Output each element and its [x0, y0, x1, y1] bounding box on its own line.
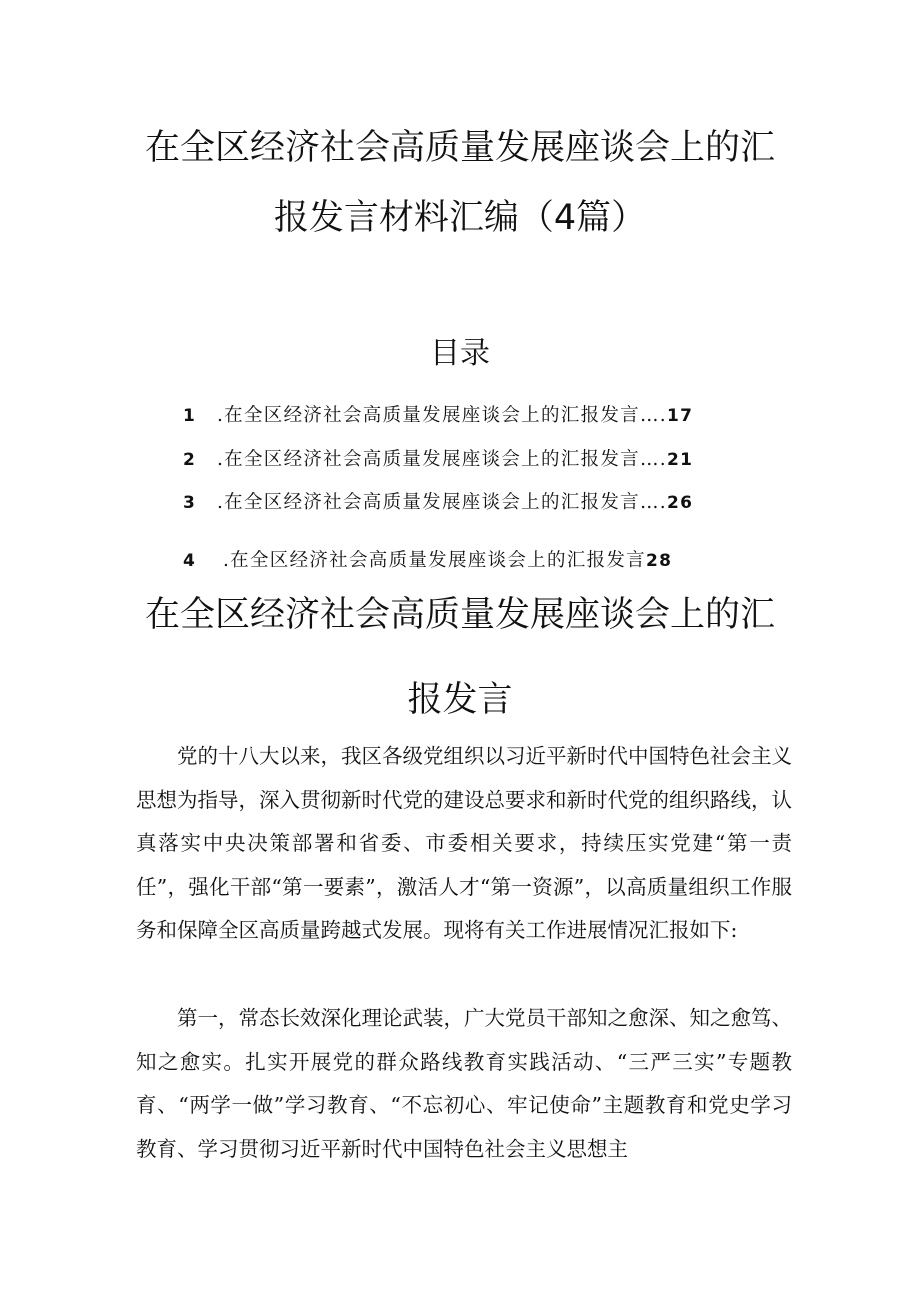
section-title-line-2: 报发言 [407, 680, 513, 720]
body-paragraph: 第一，常态长效深化理论武装，广大党员干部知之愈深、知之愈笃、知之愈实。扎实开展党的群众路线教育实践活动、“三严三实”专题教育、“两学一做”学习教育、“不忘初心、牢记使命”主题教育和党史学习教育、学习贯彻习近平新时代中国特色社会主义思想主 [136, 1006, 792, 1161]
toc-item[interactable] [183, 403, 693, 429]
toc-item[interactable] [183, 447, 693, 473]
document-title-line-1: 在全区经济社会高质量发展座谈会上的汇 [144, 128, 775, 168]
toc-item-text: .在全区经济社会高质量发展座谈会上的汇报发言…. [217, 492, 667, 513]
toc-item-page: 28 [645, 551, 673, 571]
toc-item-text: .在全区经济社会高质量发展座谈会上的汇报发言…. [217, 449, 667, 470]
toc-item-page: 26 [666, 493, 694, 513]
body-paragraph: 党的十八大以来，我区各级党组织以习近平新时代中国特色社会主义思想为指导，深入贯彻新时代党的建设总要求和新时代党的组织路线，认真落实中央决策部署和省委、市委相关要求，持续压实党建“第一责任”，强化干部“第一要素”，激活人才“第一资源”，以高质量组织工作服务和保障全区高质量跨越式发展。现将有关工作进展情况汇报如下: [136, 744, 792, 942]
toc-item-number: 2 [183, 450, 197, 470]
toc-item-text: .在全区经济社会高质量发展座谈会上的汇报发言 [223, 550, 646, 571]
toc-item-text: .在全区经济社会高质量发展座谈会上的汇报发言…. [217, 405, 667, 426]
toc-item-number: 4 [183, 551, 197, 571]
toc-item[interactable] [183, 490, 693, 516]
toc-item-page: 17 [666, 406, 694, 426]
toc-item-number: 1 [183, 406, 197, 426]
document-title-line-2: 报发言材料汇编（4篇） [273, 198, 647, 238]
toc-heading: 目录 [430, 336, 490, 371]
toc-item-number: 3 [183, 493, 197, 513]
toc-item[interactable] [183, 548, 672, 574]
section-title-line-1: 在全区经济社会高质量发展座谈会上的汇 [144, 595, 775, 635]
toc-item-page: 21 [666, 450, 694, 470]
